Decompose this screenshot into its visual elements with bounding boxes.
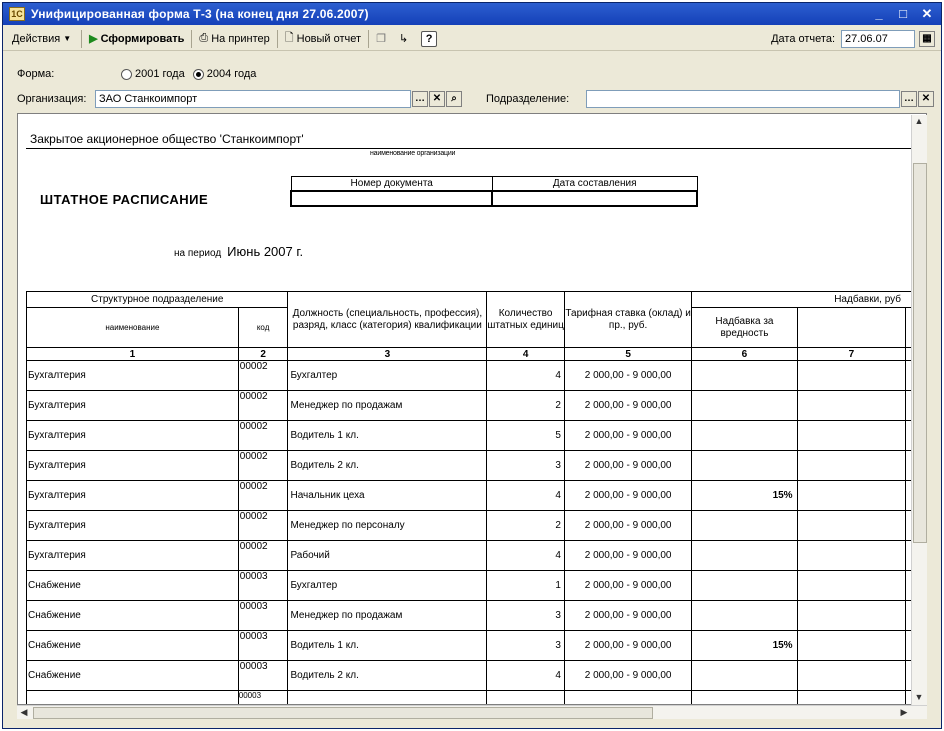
tail-cell: [564, 691, 691, 705]
row-position: Менеджер по продажам: [288, 601, 487, 631]
scroll-left-icon[interactable]: ◀: [20, 707, 28, 717]
doc-date-value: [492, 191, 697, 206]
toolbar-separator: [368, 30, 369, 48]
header-struct-unit: Структурное подразделение: [27, 292, 288, 308]
radio-2004-label[interactable]: 2004 года: [206, 68, 257, 80]
row-count: 4: [487, 361, 565, 391]
row-rate: 2 000,00 - 9 000,00: [564, 361, 691, 391]
header-name: наименование: [27, 308, 239, 348]
row-code: 00002: [238, 361, 288, 391]
radio-2004[interactable]: [193, 69, 204, 80]
staff-schedule-table: [26, 291, 926, 705]
row-position: Бухгалтер: [288, 361, 487, 391]
row-hazard: [692, 661, 797, 691]
new-report-label: Новый отчет: [296, 32, 362, 45]
row-hazard: 15%: [692, 631, 797, 661]
context-help-button[interactable]: [394, 29, 416, 49]
table-row: [27, 631, 926, 661]
organization-caption: наименование организации: [370, 150, 456, 157]
magnifier-icon: ⌕: [451, 93, 457, 104]
row-position: Водитель 2 кл.: [288, 661, 487, 691]
period-value: Июнь 2007 г.: [227, 244, 304, 259]
tail-cell: [797, 691, 906, 705]
row-hazard: [692, 451, 797, 481]
col-number: 2: [238, 348, 288, 361]
toolbar: [3, 27, 941, 51]
row-allowance-7: [797, 571, 906, 601]
row-code: 00002: [238, 451, 288, 481]
dropdown-arrow-icon: ▼: [63, 34, 72, 43]
department-label: Подразделение:: [486, 93, 570, 105]
row-hazard: [692, 601, 797, 631]
header-count: Количество штатных единиц: [487, 292, 565, 348]
pointer-help-icon: ↳: [398, 33, 409, 45]
radio-2001-label[interactable]: 2001 года: [135, 68, 185, 80]
row-hazard: [692, 391, 797, 421]
app-icon: 1С: [9, 7, 25, 21]
report-window: [2, 2, 942, 729]
row-dept: Бухгалтерия: [27, 451, 239, 481]
col-number: 3: [288, 348, 487, 361]
document-info-table: [290, 176, 698, 207]
row-rate: 2 000,00 - 9 000,00: [564, 511, 691, 541]
row-code: 00003: [238, 601, 288, 631]
org-select-button[interactable]: …: [412, 91, 428, 107]
vertical-scroll-thumb[interactable]: [913, 163, 927, 543]
row-rate: 2 000,00 - 9 000,00: [564, 481, 691, 511]
table-row: [27, 481, 926, 511]
vertical-scrollbar[interactable]: [911, 115, 927, 705]
row-count: 4: [487, 661, 565, 691]
print-button[interactable]: [194, 29, 274, 49]
doc-number-header: Номер документа: [291, 177, 492, 191]
printer-icon: ⎙: [199, 32, 209, 44]
actions-label: Действия: [12, 32, 61, 45]
row-count: 5: [487, 421, 565, 451]
new-report-button[interactable]: [280, 29, 366, 49]
col-number: 1: [27, 348, 239, 361]
row-code: 00003: [238, 571, 288, 601]
header-position: Должность (специальность, профессия), разряд, класс (категория) квалификации: [288, 292, 487, 348]
table-row: [27, 661, 926, 691]
header-allowances: Надбавки, руб: [692, 292, 926, 308]
row-count: 4: [487, 541, 565, 571]
report-date-label: Дата отчета:: [771, 32, 835, 45]
row-position: Бухгалтер: [288, 571, 487, 601]
row-allowance-7: [797, 481, 906, 511]
build-report-button[interactable]: [84, 29, 189, 49]
table-row: [27, 451, 926, 481]
tail-code-cell: 00003: [238, 691, 288, 705]
organization-label: Организация:: [17, 93, 87, 105]
clear-icon: ✕: [921, 93, 931, 104]
col-number: 7: [797, 348, 906, 361]
row-hazard: [692, 361, 797, 391]
row-code: 00002: [238, 391, 288, 421]
horizontal-scroll-thumb[interactable]: [33, 707, 653, 719]
row-hazard: 15%: [692, 481, 797, 511]
calendar-icon: ▦: [922, 32, 932, 44]
period: [174, 244, 303, 259]
tail-cell: [692, 691, 797, 705]
horizontal-scrollbar[interactable]: [17, 705, 927, 719]
period-label: на период: [174, 248, 222, 259]
row-allowance-7: [797, 511, 906, 541]
row-rate: 2 000,00 - 9 000,00: [564, 631, 691, 661]
table-row: [27, 601, 926, 631]
header-code: код: [238, 308, 288, 348]
row-count: 3: [487, 601, 565, 631]
table-row: [27, 421, 926, 451]
row-rate: 2 000,00 - 9 000,00: [564, 421, 691, 451]
row-code: 00002: [238, 421, 288, 451]
header-rate: Тарифная ставка (оклад) и пр., руб.: [564, 292, 691, 348]
report-sheet[interactable]: [17, 113, 927, 705]
row-position: Менеджер по продажам: [288, 391, 487, 421]
row-rate: 2 000,00 - 9 000,00: [564, 451, 691, 481]
row-position: Водитель 1 кл.: [288, 421, 487, 451]
col-number: 4: [487, 348, 565, 361]
row-position: Начальник цеха: [288, 481, 487, 511]
calendar-button[interactable]: [919, 31, 935, 47]
organization-full-name: Закрытое акционерное общество 'Станкоимпорт': [30, 132, 304, 146]
copy-icon: ❐: [376, 33, 386, 45]
row-count: 2: [487, 391, 565, 421]
maximize-button[interactable]: □: [899, 6, 907, 21]
tail-cell: [487, 691, 565, 705]
row-dept: Снабжение: [27, 631, 239, 661]
row-rate: 2 000,00 - 9 000,00: [564, 391, 691, 421]
row-code: 00003: [238, 631, 288, 661]
row-dept: Бухгалтерия: [27, 541, 239, 571]
tail-cell: [288, 691, 487, 705]
col-number: 5: [564, 348, 691, 361]
row-count: 1: [487, 571, 565, 601]
table-body: [27, 361, 926, 691]
org-clear-button[interactable]: [429, 91, 445, 107]
title-bar[interactable]: [3, 3, 941, 25]
row-position: Водитель 1 кл.: [288, 631, 487, 661]
new-report-icon: 🗋: [284, 32, 294, 44]
table-row: [27, 391, 926, 421]
organization-row: [17, 90, 935, 108]
organization-input[interactable]: ЗАО Станкоимпорт: [95, 90, 411, 108]
report-date-input[interactable]: 27.06.07: [841, 30, 915, 48]
header-hazard: Надбавка за вредность: [692, 308, 797, 348]
row-rate: 2 000,00 - 9 000,00: [564, 601, 691, 631]
row-dept: Бухгалтерия: [27, 481, 239, 511]
table-row: [27, 541, 926, 571]
row-position: Водитель 2 кл.: [288, 451, 487, 481]
radio-2001[interactable]: [121, 69, 132, 80]
row-count: 2: [487, 511, 565, 541]
row-dept: Бухгалтерия: [27, 421, 239, 451]
scroll-right-icon[interactable]: ▶: [900, 707, 908, 717]
row-dept: Бухгалтерия: [27, 361, 239, 391]
scroll-up-icon[interactable]: ▲: [914, 116, 924, 126]
row-allowance-7: [797, 631, 906, 661]
copy-button[interactable]: [371, 29, 394, 49]
table-row: [27, 571, 926, 601]
run-icon: ▶: [89, 33, 98, 45]
close-button[interactable]: ✕: [921, 6, 933, 21]
actions-menu-button[interactable]: [7, 29, 79, 49]
row-rate: 2 000,00 - 9 000,00: [564, 661, 691, 691]
row-hazard: [692, 541, 797, 571]
org-open-button[interactable]: [446, 91, 462, 107]
col-number: 6: [692, 348, 797, 361]
tail-dept-cell: [27, 691, 239, 705]
organization-underline: [26, 148, 916, 149]
row-allowance-7: [797, 421, 906, 451]
department-input[interactable]: [586, 90, 900, 108]
row-dept: Снабжение: [27, 661, 239, 691]
row-count: 3: [487, 631, 565, 661]
row-rate: 2 000,00 - 9 000,00: [564, 571, 691, 601]
forma-label: Форма:: [17, 68, 55, 80]
row-dept: Бухгалтерия: [27, 391, 239, 421]
row-code: 00003: [238, 661, 288, 691]
window-title: Унифицированная форма Т-3 (на конец дня 27.06.2007): [31, 7, 369, 21]
row-count: 4: [487, 481, 565, 511]
row-dept: Снабжение: [27, 571, 239, 601]
row-allowance-7: [797, 451, 906, 481]
row-rate: 2 000,00 - 9 000,00: [564, 541, 691, 571]
row-count: 3: [487, 451, 565, 481]
row-dept: Снабжение: [27, 601, 239, 631]
form-version-row: [17, 65, 256, 83]
dept-select-button[interactable]: …: [901, 91, 917, 107]
document-title: ШТАТНОЕ РАСПИСАНИЕ: [40, 192, 209, 207]
row-allowance-7: [797, 661, 906, 691]
header-allowance-7: [797, 308, 906, 348]
toolbar-separator: [81, 30, 82, 48]
doc-date-header: Дата составления: [492, 177, 697, 191]
toolbar-separator: [191, 30, 192, 48]
print-label: На принтер: [211, 32, 270, 45]
row-allowance-7: [797, 391, 906, 421]
row-code: 00002: [238, 481, 288, 511]
row-code: 00002: [238, 541, 288, 571]
help-icon: ?: [421, 31, 437, 47]
clear-icon: ✕: [432, 93, 442, 104]
help-button[interactable]: [416, 29, 442, 49]
row-allowance-7: [797, 361, 906, 391]
doc-number-value: [291, 191, 492, 206]
build-report-label: Сформировать: [100, 32, 185, 45]
table-row: [27, 361, 926, 391]
table-row: [27, 511, 926, 541]
row-code: 00002: [238, 511, 288, 541]
row-position: Рабочий: [288, 541, 487, 571]
toolbar-separator: [277, 30, 278, 48]
row-hazard: [692, 571, 797, 601]
row-dept: Бухгалтерия: [27, 511, 239, 541]
dept-clear-button[interactable]: [918, 91, 934, 107]
row-hazard: [692, 511, 797, 541]
row-allowance-7: [797, 541, 906, 571]
row-hazard: [692, 421, 797, 451]
minimize-button[interactable]: _: [875, 6, 883, 21]
row-position: Менеджер по персоналу: [288, 511, 487, 541]
scroll-down-icon[interactable]: ▼: [914, 692, 924, 702]
row-allowance-7: [797, 601, 906, 631]
